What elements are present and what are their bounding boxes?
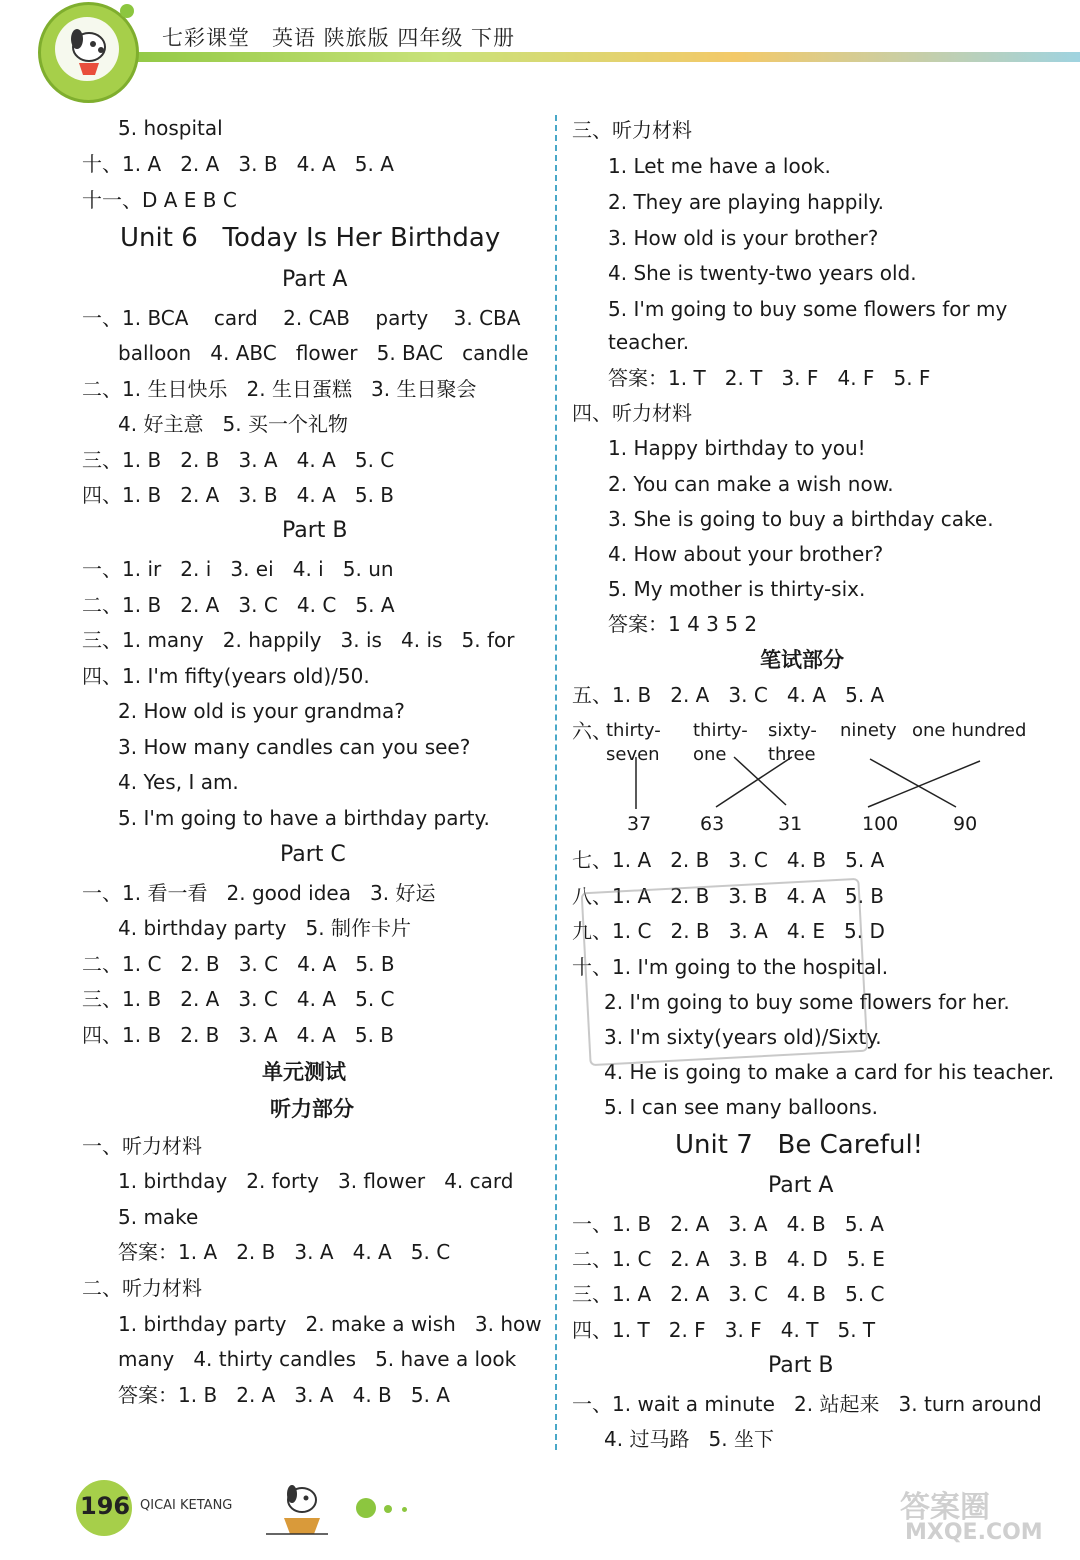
page-header (0, 0, 1080, 100)
left-line-18: 4. Yes, I am. (118, 770, 239, 794)
left-line-31: 答案：1. A 2. B 3. A 4. A 5. C (118, 1240, 451, 1264)
left-line-6: balloon 4. ABC flower 5. BAC candle (118, 341, 529, 365)
matching-prefix: 六、 (572, 719, 612, 743)
matching-word-1: seven (606, 744, 660, 765)
matching-number-2: 31 (778, 813, 803, 835)
left-line-13: 二、1. B 2. A 3. C 4. C 5. A (82, 593, 395, 617)
left-line-20: Part C (280, 842, 346, 867)
left-line-10: 四、1. B 2. A 3. B 4. A 5. B (82, 483, 395, 507)
right-line-7: 答案：1. T 2. T 3. F 4. F 5. F (608, 366, 931, 390)
left-line-9: 三、1. B 2. B 3. A 4. A 5. C (82, 448, 395, 472)
left-line-21: 一、1. 看一看 2. good idea 3. 好运 (82, 881, 436, 905)
right-line-3: 3. How old is your brother? (608, 226, 879, 250)
right-line-26: Part A (768, 1173, 834, 1198)
matching-word-4: sixty- (768, 720, 817, 741)
mascot-face-icon (55, 17, 119, 81)
left-line-34: many 4. thirty candles 5. have a look (118, 1347, 517, 1371)
right-line-25: Unit 7 Be Careful! (675, 1130, 924, 1160)
matching-number-0: 37 (627, 813, 652, 835)
header-color-bar (95, 52, 1080, 62)
matching-word-5: three (768, 744, 816, 765)
right-line-29: 三、1. A 2. A 3. C 4. B 5. C (572, 1282, 885, 1306)
right-line-12: 4. How about your brother? (608, 542, 884, 566)
matching-word-7: one hundred (912, 720, 1027, 741)
right-line-16: 五、1. B 2. A 3. C 4. A 5. A (572, 683, 885, 707)
right-line-9: 1. Happy birthday to you! (608, 436, 866, 460)
right-line-24: 5. I can see many balloons. (604, 1095, 878, 1119)
right-line-2: 2. They are playing happily. (608, 190, 884, 214)
header-title: 七彩课堂 英语 陕旅版 四年级 下册 (162, 26, 516, 50)
right-line-0: 三、听力材料 (572, 118, 692, 142)
left-line-16: 2. How old is your grandma? (118, 699, 405, 723)
matching-word-2: thirty- (693, 720, 748, 741)
right-line-20: 十、1. I'm going to the hospital. (572, 955, 889, 979)
right-line-18: 八、1. A 2. B 3. B 4. A 5. B (572, 884, 885, 908)
left-line-8: 4. 好主意 5. 买一个礼物 (118, 412, 348, 436)
left-line-30: 5. make (118, 1205, 199, 1229)
matching-number-3: 100 (862, 813, 899, 835)
right-line-14: 答案：1 4 3 5 2 (608, 612, 758, 636)
right-line-22: 3. I'm sixty(years old)/Sixty. (604, 1025, 882, 1049)
footer-mascot-icon (262, 1478, 332, 1542)
left-line-22: 4. birthday party 5. 制作卡片 (118, 916, 411, 940)
matching-word-3: one (693, 744, 727, 765)
matching-word-0: thirty- (606, 720, 661, 741)
left-line-27: 听力部分 (270, 1097, 354, 1121)
left-line-32: 二、听力材料 (82, 1276, 202, 1300)
right-line-6: teacher. (608, 330, 690, 354)
left-line-1: 十、1. A 2. A 3. B 4. A 5. A (82, 152, 394, 176)
column-divider (555, 115, 557, 1450)
left-line-19: 5. I'm going to have a birthday party. (118, 806, 490, 830)
match-line-90 (870, 759, 956, 807)
right-line-21: 2. I'm going to buy some flowers for her. (604, 990, 1010, 1014)
left-line-23: 二、1. C 2. B 3. C 4. A 5. B (82, 952, 395, 976)
right-line-31: Part B (768, 1353, 834, 1378)
right-line-28: 二、1. C 2. A 3. B 4. D 5. E (572, 1247, 885, 1271)
right-line-5: 5. I'm going to buy some flowers for my (608, 297, 1008, 321)
right-line-11: 3. She is going to buy a birthday cake. (608, 507, 994, 531)
left-line-5: 一、1. BCA card 2. CAB party 3. CBA (82, 306, 521, 330)
footer-dot-medium-icon (384, 1505, 392, 1513)
matching-number-1: 63 (700, 813, 725, 835)
left-line-14: 三、1. many 2. happily 3. is 4. is 5. for (82, 628, 515, 652)
right-line-8: 四、听力材料 (572, 401, 692, 425)
footer-dot-large-icon (356, 1498, 376, 1518)
left-line-12: 一、1. ir 2. i 3. ei 4. i 5. un (82, 557, 394, 581)
left-line-0: 5. hospital (118, 116, 223, 140)
footer-dot-small-icon (402, 1507, 407, 1512)
left-line-29: 1. birthday 2. forty 3. flower 4. card (118, 1169, 514, 1193)
right-line-27: 一、1. B 2. A 3. A 4. B 5. A (572, 1212, 884, 1236)
right-line-4: 4. She is twenty-two years old. (608, 261, 917, 285)
right-line-33: 4. 过马路 5. 坐下 (604, 1427, 774, 1451)
footer-brand: QICAI KETANG (140, 1498, 233, 1513)
ink-stamp (581, 878, 869, 1066)
left-line-33: 1. birthday party 2. make a wish 3. how (118, 1312, 542, 1336)
left-line-11: Part B (282, 518, 348, 543)
left-line-15: 四、1. I'm fifty(years old)/50. (82, 664, 370, 688)
right-line-32: 一、1. wait a minute 2. 站起来 3. turn around (572, 1392, 1042, 1416)
right-line-10: 2. You can make a wish now. (608, 472, 894, 496)
right-line-13: 5. My mother is thirty-six. (608, 577, 866, 601)
matching-word-6: ninety (840, 720, 897, 741)
left-line-2: 十一、D A E B C (82, 188, 237, 212)
right-line-30: 四、1. T 2. F 3. F 4. T 5. T (572, 1318, 876, 1342)
left-line-4: Part A (282, 267, 348, 292)
right-line-1: 1. Let me have a look. (608, 154, 831, 178)
matching-number-4: 90 (953, 813, 978, 835)
right-line-19: 九、1. C 2. B 3. A 4. E 5. D (572, 919, 885, 943)
left-line-24: 三、1. B 2. A 3. C 4. A 5. C (82, 987, 395, 1011)
left-line-35: 答案：1. B 2. A 3. A 4. B 5. A (118, 1383, 450, 1407)
right-line-23: 4. He is going to make a card for his teacher. (604, 1060, 1055, 1084)
watermark-url: MXQE.COM (905, 1520, 1043, 1545)
logo-dot-icon (120, 4, 134, 18)
left-line-28: 一、听力材料 (82, 1134, 202, 1158)
left-line-3: Unit 6 Today Is Her Birthday (120, 223, 501, 253)
left-line-25: 四、1. B 2. B 3. A 4. A 5. B (82, 1023, 395, 1047)
left-line-26: 单元测试 (262, 1060, 346, 1084)
left-line-17: 3. How many candles can you see? (118, 735, 471, 759)
right-line-17: 七、1. A 2. B 3. C 4. B 5. A (572, 848, 885, 872)
page-number: 196 (80, 1492, 131, 1520)
watermark-logo: 答案圈 (900, 1490, 990, 1525)
right-line-15: 笔试部分 (760, 648, 844, 672)
left-line-7: 二、1. 生日快乐 2. 生日蛋糕 3. 生日聚会 (82, 377, 477, 401)
